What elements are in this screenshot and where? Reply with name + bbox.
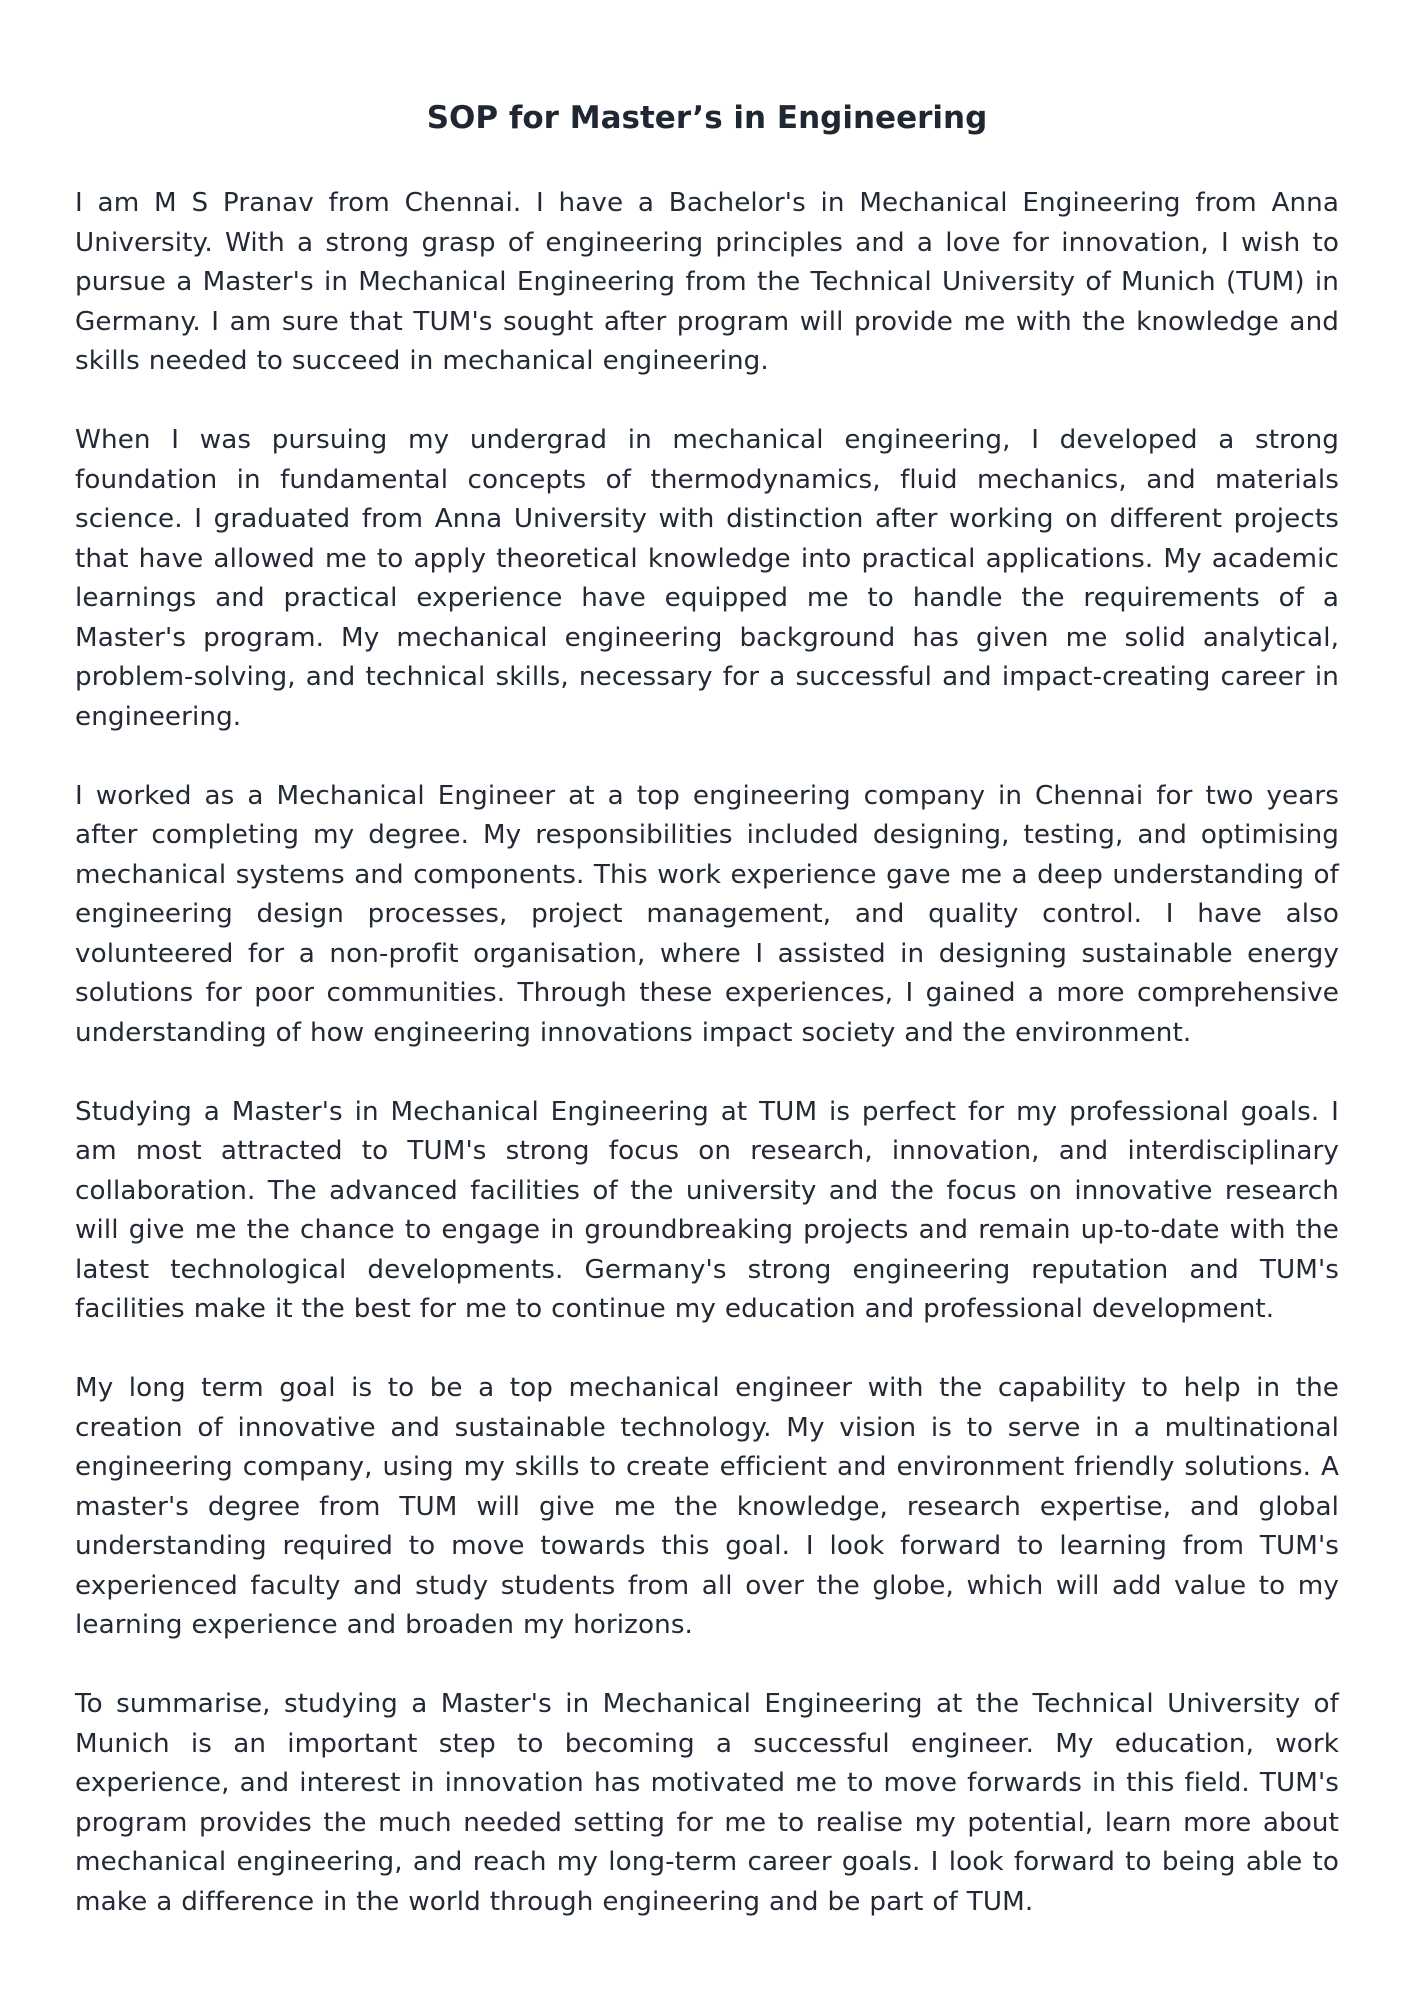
document-body — [75, 184, 1339, 1922]
paragraph-why-tum: Studying a Master's in Mechanical Engineering at TUM is perfect for my professional goals. I am most attracted to TUM's strong focus on research, innovation, and interdisciplinary collaboration. The advanced facilities of the university and the focus on innovative research will give me the chance to engage in groundbreaking projects and remain up-to-date with the latest technological developments. Germany's strong engineering reputation and TUM's facilities make it the best for me to continue my education and professional development. — [75, 1096, 1339, 1324]
paragraph-conclusion: To summarise, studying a Master's in Mechanical Engineering at the Technical University of Munich is an important step to becoming a successful engineer. My education, work experience, and interest in innovation has motivated me to move forwards in this field. TUM's program provides the much needed setting for me to realise my potential, learn more about mechanical engineering, and reach my long-term career goals. I look forward to being able to make a difference in the world through engineering and be part of TUM. — [75, 1689, 1339, 1917]
paragraph-career-goals: My long term goal is to be a top mechanical engineer with the capability to help in the creation of innovative and sustainable technology. My vision is to serve in a multinational engineering company, using my skills to create efficient and environment friendly solutions. A master's degree from TUM will give me the knowledge, research expertise, and global understanding required to move towards this goal. I look forward to learning from TUM's experienced faculty and study students from all over the globe, which will add value to my learning experience and broaden my horizons. — [75, 1373, 1339, 1640]
paragraph-introduction: I am M S Pranav from Chennai. I have a Bachelor's in Mechanical Engineering from Anna University. With a strong grasp of engineering principles and a love for innovation, I wish to pursue a Master's in Mechanical Engineering from the Technical University of Munich (TUM) in Germany. I am sure that TUM's sought after program will provide me with the knowledge and skills needed to succeed in mechanical engineering. — [75, 188, 1339, 376]
document-title: SOP for Master’s in Engineering — [426, 100, 988, 136]
paragraph-work-experience: I worked as a Mechanical Engineer at a top engineering company in Chennai for two years after completing my degree. My responsibilities included designing, testing, and optimising mechanical systems and components. This work experience gave me a deep understanding of engineering design processes, project management, and quality control. I have also volunteered for a non-profit organisation, where I assisted in designing sustainable energy solutions for poor communities. Through these experiences, I gained a more comprehensive understanding of how engineering innovations impact society and the environment. — [75, 780, 1339, 1048]
paragraph-undergraduate: When I was pursuing my undergrad in mechanical engineering, I developed a strong foundation in fundamental concepts of thermodynamics, fluid mechanics, and materials science. I graduated from Anna University with distinction after working on different projects that have allowed me to apply theoretical knowledge into practical applications. My academic learnings and practical experience have equipped me to handle the requirements of a Master's program. My mechanical engineering background has given me solid analytical, problem-solving, and technical skills, necessary for a successful and impact-creating career in engineering. — [75, 425, 1339, 732]
